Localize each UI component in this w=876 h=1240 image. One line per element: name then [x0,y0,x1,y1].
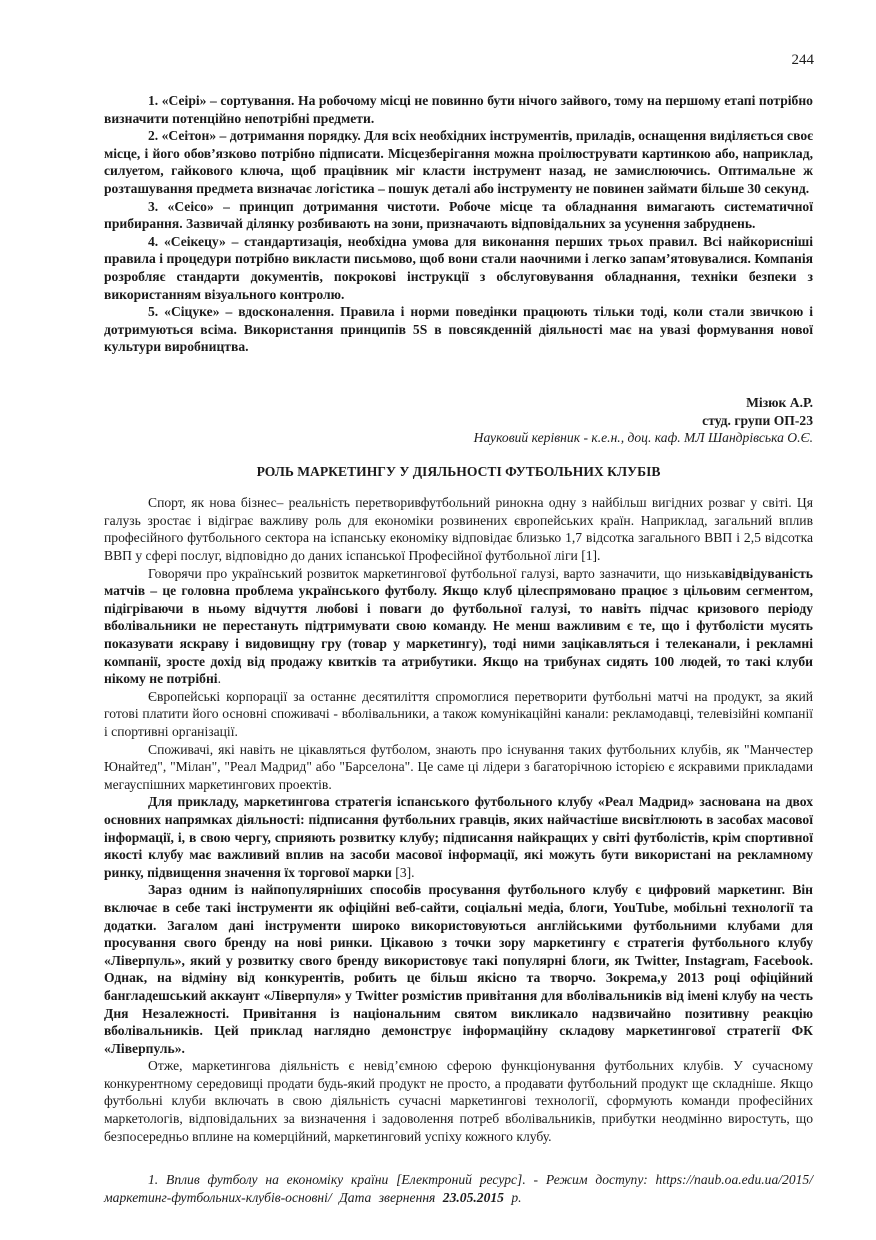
paragraph-real-madrid-end: [3]. [391,864,415,880]
list-item-term: 3. «Сеісо» – принцип дотримання чистоти. [148,198,440,214]
paragraph-real-madrid [104,793,813,881]
list-item [104,127,813,197]
list-item-term: 5. «Сіцуке» – вдосконалення. [148,304,335,320]
references [104,1171,813,1206]
paragraph-real-madrid-bold: Для прикладу, маркетингова стратегія іспанського футбольного клубу «Реал Мадрид» заснована на двох основних напрямках діяльності: підписання футбольних гравців, яких найчастіше висвітлюють в засобах масової інформації, і, в свою чергу, сприяють розвитку клубу; підписання найкращих у світі футболістів, крім спортивної якості клубу має важливий вплив на засоби масової інформації, які можуть бути використані на рекламному ринку, підвищення значення їх торгової марки [104,794,813,880]
list-item-text: На робочому місці не повинно бути нічого зайвого, тому на першому етапі потрібно визначити потенційно непотрібні предмети. [104,93,813,126]
author-group: студ. групи ОП-23 [702,412,813,428]
page-number: 244 [791,52,814,68]
list-item-term: 2. «Сеітон» – дотримання порядку. [148,128,361,144]
supervisor-line: Науковий керівник - к.е.н., доц. каф. МЛ Шандрівська О.Є. [473,430,813,446]
list-item-text: Для всіх необхідних інструментів, приладів, оснащення виділяється своє місце, і його обов’язково потрібно підписати. Місцезберігання можна проілюструвати картинкою або, наприклад, силуетом, гайкового ключа, щоб працівник міг класти інструмент назад, не замислюючись. Оптимальне ж розташування предмета визначає логістика – пошук деталі або інструменту не повинен займати більше 30 секунд. [104,128,813,196]
list-item [104,233,813,303]
paragraph-digital-marketing: Зараз одним із найпопулярніших способів просування футбольного клубу є цифровий маркетинг. Він включає в себе такі інструменти як офіційні веб-сайти, соціальні медіа, блоги, YouTube, мобільні технології та додатки. Загалом дані інструменти широко використовуються англійськими футбольними клубами для просування свого бренду на нові ринки. Цікавою з точки зору маркетингу є стратегія футбольного клубу «Ліверпуль», який у розвитку свого бренду використовує такі популярні блоги, як Twitter, Instagram, Facebook. Однак, на відміну від конкурентів, робить це більш якісно та творчо. Зокрема,у 2013 році офіційний бангладешський аккаунт «Ліверпуля» у Twitter розмістив привітання для вболівальників від імені клубу на честь Дня Незалежності. Привітання із національним святом викликало надзвичайно позитивну реакцію вболівальників. Цей приклад наглядно демонструє інформаційну складову маркетингової стратегії ФК «Ліверпуль». [104,882,813,1056]
list-item-term: 4. «Сеікецу» – стандартизація, [148,233,342,249]
paragraph-ukraine-end: . [217,671,221,687]
paragraph-ukraine-bold: відвідуваність матчів – це головна проблема українського футболу. Якщо клуб цілеспрямовано працює з цільовим сегментом, підігріваючи в ньому відчуття любові і поваги до футбольної галузі, то навіть підчас кризового періоду вболівальники не перестануть підтримувати свою команду. Не менш важливим є те, що і футболісти мусять показувати яскраву і видовищну гру (товар у маркетингу), тоді ними зацікавляться і телеканали, і рекламні компанії, зросте дохід від продажу квитків та атрибутики. Якщо на трибунах сидять 100 людей, то такі клуби нікому не потрібні [104,565,813,687]
paragraph-conclusion: Отже, маркетингова діяльність є невід’ємною сферою функціонування футбольних клубів. У сучасному конкурентному середовищі продати будь-який продукт не просто, а продавати футбольний продукт ще складніше. Якщо футбольні клуби включать в свою діяльність сучасні маркетингові технології, сформують команди професійних маркетологів, відповідальних за визначення і задоволення потреб вболівальників, прибутки неодмінно виростуть, що безпосередньо вплине на комерційний, маркетинговий успіху кожного клубу. [104,1058,813,1144]
author-block [104,394,813,447]
article-body [104,494,813,1145]
paragraph-europe: Європейські корпорації за останнє десятиліття спромоглися перетворити футбольні матчі на продукт, за який готові платити його основні споживачі - вболівальники, а також комунікаційні канали: рекламодавці, телевізійні компанії і спортивні організації. [104,688,813,739]
article-title: РОЛЬ МАРКЕТИНГУ У ДІЯЛЬНОСТІ ФУТБОЛЬНИХ КЛУБІВ [256,463,661,479]
list-item [104,198,813,233]
list-item-term: 1. «Сеірі» – сортування. [148,93,295,108]
list-item-text: Робоче місце та обладнання вимагають систематичної прибирання. Зазвичай ділянку розбивають на зони, призначають відповідальних за усунення забруднень. [104,198,813,232]
list-item [104,92,813,127]
author-name: Мізюк А.Р. [746,394,813,410]
page-content [104,92,813,1206]
five-s-list [104,92,813,356]
reference-date: 23.05.2015 [442,1189,504,1205]
paragraph-ukraine [104,565,813,688]
paragraph-intro: Спорт, як нова бізнес– реальність перетворивфутбольний ринокна одну з найбільш вигідних розваг у світі. Ця галузь зростає і відіграє важливу роль для економіки розвинених європейських країн. Наприклад, загальний вплив професійного футбольного сектора на іспанську економіку відповідає близько 1,7 відсотка загального ВВП і 2,5 відсотка ВВП у сфері послуг, відповідно до даних іспанської Професійної футбольної ліги [1]. [104,495,813,564]
paragraph-consumers: Споживачі, які навіть не цікавляться футболом, знають про існування таких футбольних клубів, як "Манчестер Юнайтед", "Мілан", "Реал Мадрид" або "Барселона". Це саме ці лідери з багаторічною історією є яскравими прикладами мегауспішних маркетингових проектів. [104,741,813,792]
reference-tail: р. [503,1189,522,1205]
list-item-text: Правила і норми поведінки працюють тільки тоді, коли стали звичкою і дотримуються всіма. Використання принципів 5S в повсякденній діяльності має на увазі формування нової культури виробництва. [104,304,813,355]
list-item-text: необхідна умова для виконання перших трьох правил. Всі найкорисніші правила і процедури потрібно викласти письмово, щоб вони стали наочними і легко запам’ятовувалися. Компанія розробляє стандарти документів, покрокові інструкції з обслуговування обладнання, техніки безпеки з використанням візуального контролю. [104,233,814,302]
list-item [104,303,813,356]
reference-text: 1. Вплив футболу на економіку країни [Електроний ресурс]. - Режим доступу: https://naub.oa.edu.ua/2015/маркетинг-футбольних-клубів-основні/ Дата звернення [104,1172,813,1205]
paragraph-ukraine-normal: Говорячи про український розвиток маркетингової футбольної галузі, варто зазначити, що низька [148,565,725,581]
reference-item [104,1171,813,1206]
